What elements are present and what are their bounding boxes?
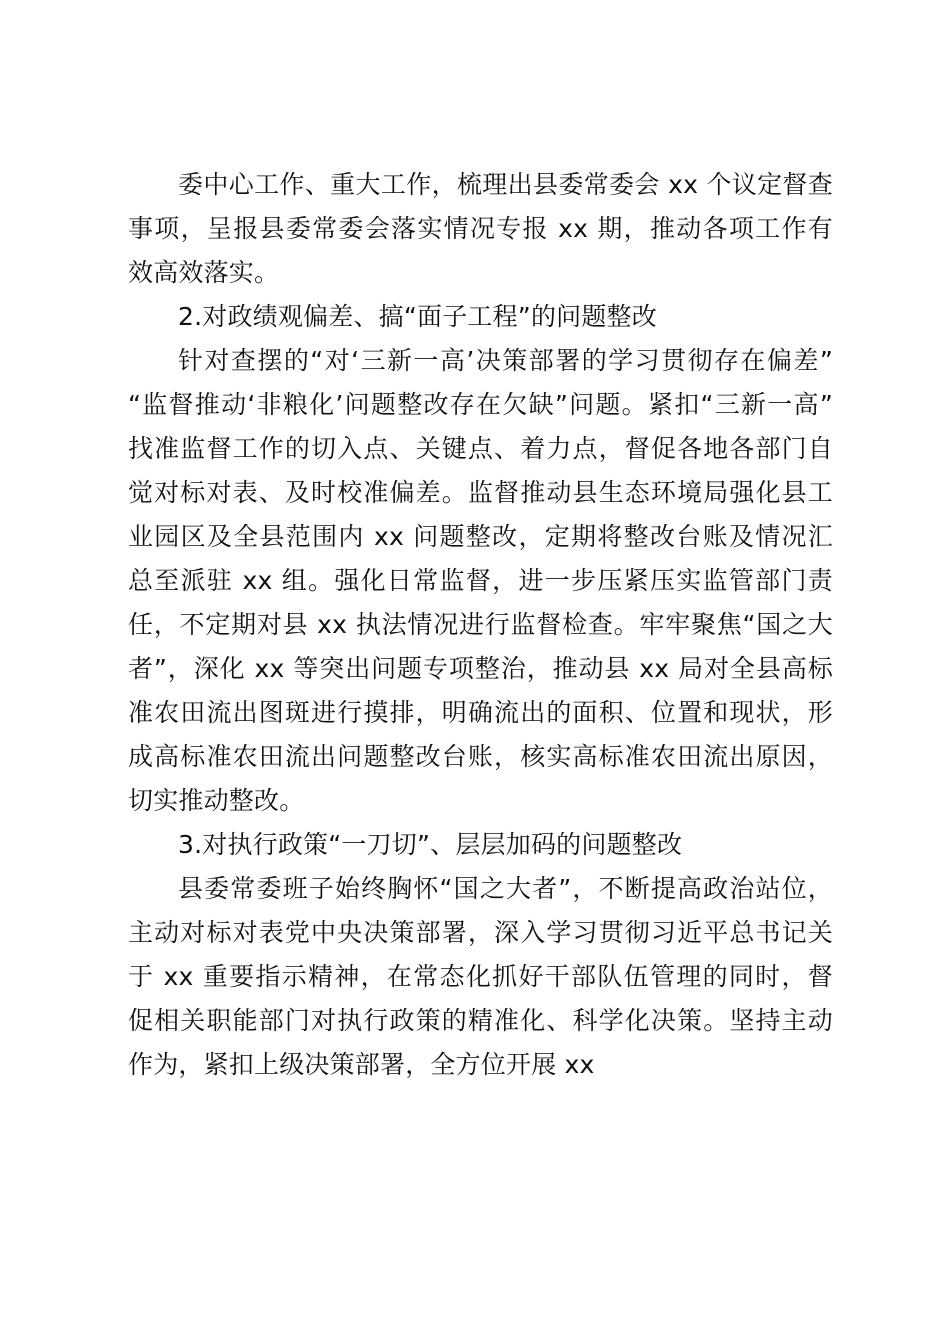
text-line: “监督推动‘非粮化’问题整改存在欠缺”问题。紧扣“三新一高” [128,390,833,419]
text-line: 业园区及全县范围内 xx 问题整改，定期将整改台账及情况汇 [128,522,833,551]
text-line: 作为，紧扣上级决策部署，全方位开展 xx [128,1050,595,1079]
text-line: 总至派驻 xx 组。强化日常监督，进一步压紧压实监管部门责 [128,566,833,595]
text-line: 主动对标对表党中央决策部署，深入学习贯彻习近平总书记关 [128,918,833,947]
section-heading: 3.对执行政策“一刀切”、层层加码的问题整改 [178,830,683,859]
text-line: 找准监督工作的切入点、关键点、着力点，督促各地各部门自 [128,434,833,463]
text-line: 觉对标对表、及时校准偏差。监督推动县生态环境局强化县工 [128,478,833,507]
text-line: 成高标准农田流出问题整改台账，核实高标准农田流出原因， [128,742,833,771]
text-line: 任，不定期对县 xx 执法情况进行监督检查。牢牢聚焦“国之大 [128,610,833,639]
section-heading: 2.对政绩观偏差、搞“面子工程”的问题整改 [178,302,657,331]
text-line: 事项，呈报县委常委会落实情况专报 xx 期，推动各项工作有 [128,214,833,243]
text-line: 于 xx 重要指示精神，在常态化抓好干部队伍管理的同时，督 [128,962,833,991]
document-body [128,163,833,1087]
text-line: 促相关职能部门对执行政策的精准化、科学化决策。坚持主动 [128,1006,833,1035]
text-line: 委中心工作、重大工作，梳理出县委常委会 xx 个议定督查 [178,170,833,199]
text-line: 切实推动整改。 [128,786,305,815]
text-line: 效高效落实。 [128,258,280,287]
text-line: 县委常委班子始终胸怀“国之大者”，不断提高政治站位， [178,874,833,903]
text-line: 准农田流出图斑进行摸排，明确流出的面积、位置和现状，形 [128,698,833,727]
text-line: 者”，深化 xx 等突出问题专项整治，推动县 xx 局对全县高标 [128,654,833,683]
text-line: 针对查摆的“对‘三新一高’决策部署的学习贯彻存在偏差” [178,346,833,375]
